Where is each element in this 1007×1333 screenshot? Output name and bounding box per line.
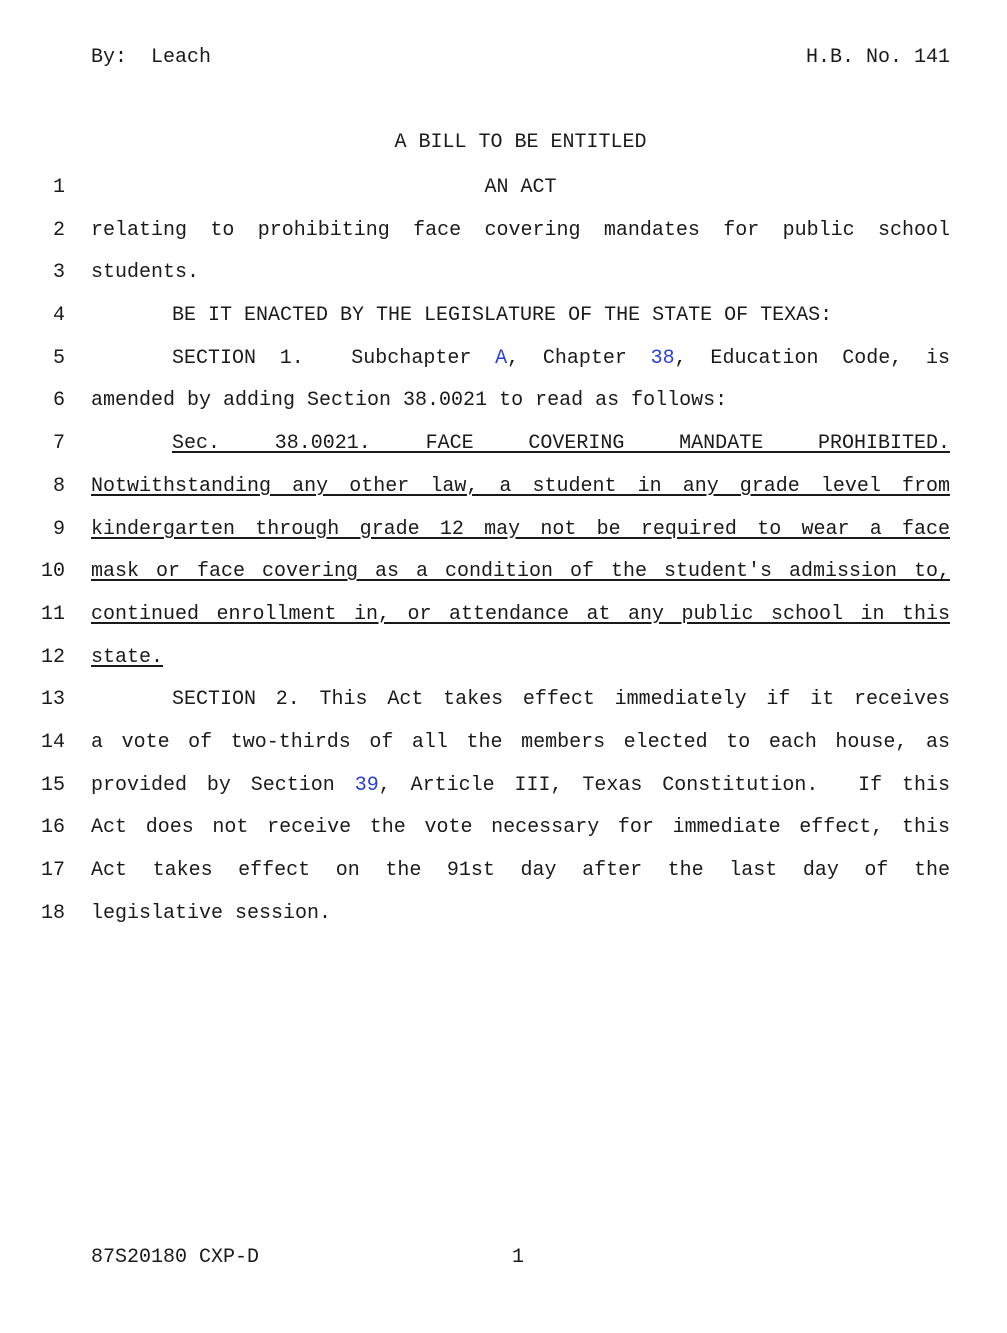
line-number: 3 (52, 261, 65, 285)
line-number: 15 (40, 773, 65, 797)
line-number: 9 (52, 517, 65, 541)
line-text: Act takes effect on the 91st day after the last day of the (91, 859, 950, 882)
chapter-link[interactable]: 38 (650, 346, 675, 370)
line-number: 13 (40, 688, 65, 712)
bill-body (0, 172, 1007, 940)
bill-line (0, 257, 1007, 300)
page-number: 1 (512, 1246, 525, 1269)
bill-line (0, 385, 1007, 428)
bill-line (0, 770, 1007, 813)
line-number: 5 (52, 346, 65, 370)
added-text: continued enrollment in, or attendance at any public school in this (91, 602, 950, 626)
subchapter-link[interactable]: A (495, 346, 508, 370)
line-number: 2 (52, 218, 65, 242)
bill-line (0, 300, 1007, 343)
bill-line (0, 428, 1007, 471)
line-number: 1 (52, 176, 65, 199)
line-text: Act does not receive the vote necessary for immediate effect, this (91, 816, 950, 840)
enacting-clause: BE IT ENACTED BY THE LEGISLATURE OF THE STATE OF TEXAS: (172, 304, 833, 328)
line-text: provided by Section (91, 773, 355, 797)
page-header (91, 46, 950, 74)
line-text: legislative session. (91, 901, 332, 925)
new-section-heading: Sec. 38.0021. FACE COVERING MANDATE PROHIBITED. (172, 432, 950, 456)
bill-line (0, 514, 1007, 557)
line-text: SECTION 1. Subchapter (172, 346, 496, 370)
bill-line (0, 898, 1007, 941)
page-footer (91, 1246, 950, 1274)
added-text: mask or face covering as a condition of the student's admission to, (91, 560, 950, 584)
bill-author: By: Leach (91, 46, 212, 69)
line-number: 8 (52, 474, 65, 498)
bill-number: H.B. No. 141 (805, 46, 950, 69)
line-number: 18 (40, 901, 65, 925)
line-text: , Chapter (507, 346, 651, 370)
line-number: 12 (40, 645, 65, 669)
bill-caption: A BILL TO BE ENTITLED (394, 131, 647, 154)
line-number: 10 (40, 560, 65, 584)
bill-line (0, 343, 1007, 386)
line-number: 7 (52, 432, 65, 456)
line-text: amended by adding Section 38.0021 to read as follows: (91, 389, 728, 413)
bill-line (0, 727, 1007, 770)
line-text: students. (91, 261, 200, 285)
bill-line (0, 812, 1007, 855)
section-1-intro (91, 343, 950, 375)
line-number: 17 (40, 859, 65, 882)
bill-line (0, 215, 1007, 258)
bill-line (0, 599, 1007, 642)
line-number: 4 (52, 304, 65, 328)
line-number: 11 (40, 602, 65, 626)
line-text: , Article III, Texas Constitution. If this (378, 773, 950, 797)
bill-line (0, 855, 1007, 898)
bill-line (0, 556, 1007, 599)
line-text-with-ref (91, 770, 950, 802)
bill-line (0, 471, 1007, 514)
document-code: 87S20180 CXP-D (91, 1246, 260, 1269)
bill-line (0, 642, 1007, 685)
line-text: , Education Code, is (674, 346, 950, 370)
added-text-wrapper (91, 642, 950, 674)
section-39-link[interactable]: 39 (354, 773, 379, 797)
added-text: Notwithstanding any other law, a student in any grade level from (91, 474, 950, 498)
section-2-intro: SECTION 2. This Act takes effect immediately if it receives (172, 688, 950, 712)
line-number: 14 (40, 730, 65, 754)
bill-line (0, 684, 1007, 727)
bill-line (0, 172, 1007, 215)
line-number: 6 (52, 389, 65, 413)
line-text: relating to prohibiting face covering mandates for public school (91, 218, 950, 242)
line-number: 16 (40, 816, 65, 840)
added-text: state. (91, 645, 164, 669)
act-heading: AN ACT (484, 176, 557, 199)
line-text: a vote of two-thirds of all the members elected to each house, as (91, 730, 950, 754)
added-text: kindergarten through grade 12 may not be required to wear a face (91, 517, 950, 541)
